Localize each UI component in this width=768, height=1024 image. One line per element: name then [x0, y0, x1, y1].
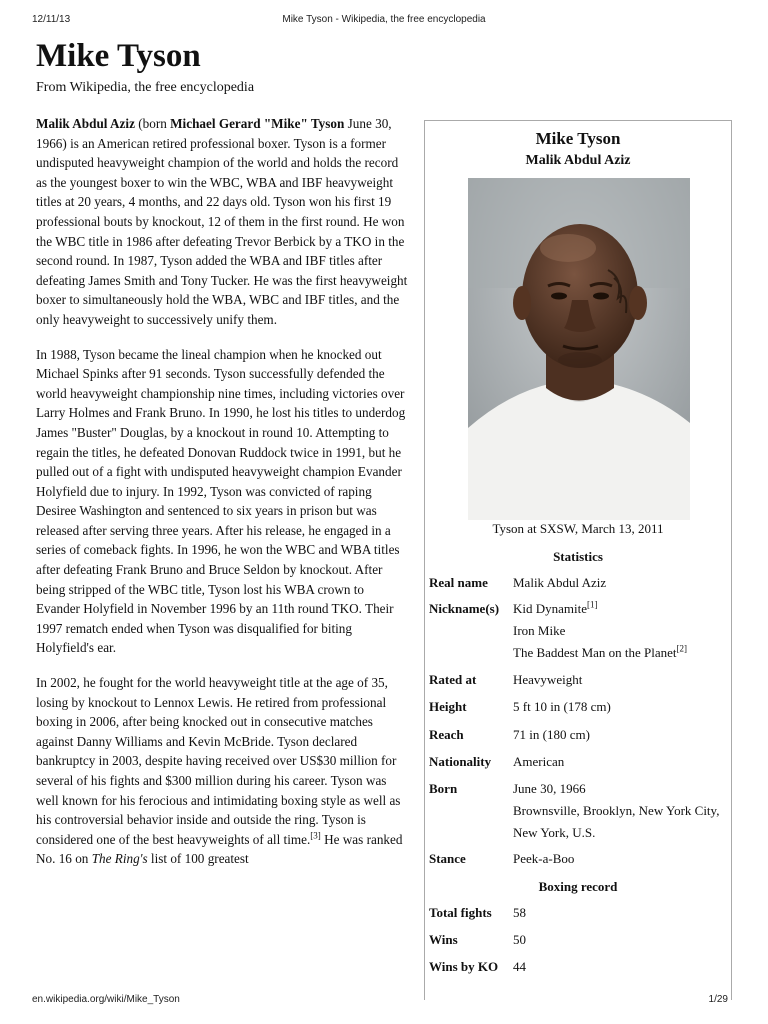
label: Real name [429, 575, 488, 590]
print-page-number: 1/29 [708, 994, 728, 1005]
print-title: Mike Tyson - Wikipedia, the free encyclopedia [282, 14, 486, 25]
portrait-image [468, 178, 690, 520]
value: 58 [513, 905, 526, 920]
label: Born [429, 781, 458, 796]
nickname-2: Iron Mike [513, 623, 566, 638]
label: Wins by KO [429, 959, 499, 974]
row-born [429, 778, 729, 844]
page-title: Mike Tyson [36, 38, 201, 74]
text: (born [134, 116, 171, 131]
value[interactable]: Peek-a-Boo [513, 851, 575, 866]
value: 44 [513, 959, 526, 974]
value: 50 [513, 932, 526, 947]
label: Height [429, 699, 467, 714]
value[interactable]: Heavyweight [513, 672, 583, 687]
reference-link[interactable]: [2] [676, 643, 688, 654]
paragraph-1 [36, 114, 408, 330]
born-place[interactable]: Brownsville, Brooklyn, New York City, New York, U.S. [513, 803, 720, 840]
paragraph-3 [36, 673, 408, 869]
section-boxing-record: Boxing record [538, 879, 618, 894]
infobox-title: Mike Tyson [535, 129, 621, 148]
value: 5 ft 10 in (178 cm) [513, 699, 611, 714]
text: In 2002, he fought for the world heavyweight title at the age of 35, losing by knockout to Lennox Lewis. He retired from professional boxing in 2006, after being knocked out in consecutive matches against Danny Williams and Kevin McBride. Tyson declared bankruptcy in 2003, despite having received over US$30 million for several of his fights and $300 million during his career. Tyson was well known for his ferocious and intimidating boxing style as well as his controversial behavior inside and outside the ring. Tyson is considered one of the best heavyweights of all time. [36, 675, 401, 847]
paragraph-2: In 1988, Tyson became the lineal champion when he knocked out Michael Spinks after 91 seconds. Tyson successfully defended the world heavyweight championship nine times, including victories over Larry Holmes and Frank Bruno. In 1990, he lost his titles to underdog James "Buster" Douglas, by a knockout in round 10. Attempting to regain the titles, he defeated Donovan Ruddock twice in 1991, but he pulled out of a fight with undisputed heavyweight champion Evander Holyfield due to injury. In 1992, Tyson was convicted of raping Desiree Washington and sentenced to six years in prison but was released after serving three years. After his release, he engaged in a series of comeback fights. In 1996, he won the WBC and WBA titles after defeating Frank Bruno and Bruce Seldon by knockout. After being stripped of the WBC title, Tyson lost his WBA crown to Evander Holyfield in November 1996 by an 11th round TKO. Their 1997 rematch ended when Tyson was disqualified for biting Holyfield's ear. [36, 346, 406, 656]
reference-link[interactable]: [3] [310, 830, 321, 841]
text: He was ranked No. 16 on [36, 831, 403, 867]
text: list of 100 greatest [147, 851, 249, 867]
value: Malik Abdul Aziz [513, 575, 607, 590]
infobox [424, 120, 732, 1000]
value: 71 in (180 cm) [513, 727, 590, 742]
print-date: 12/11/13 [32, 14, 71, 25]
value [513, 598, 727, 664]
label: Wins [429, 932, 458, 947]
label: Nickname(s) [429, 601, 500, 616]
portrait-photo[interactable] [468, 178, 690, 520]
reference-link[interactable]: [1] [587, 599, 598, 610]
value [513, 778, 727, 844]
born-date: June 30, 1966 [513, 781, 586, 796]
bold-name-1: Malik Abdul Aziz [36, 116, 135, 131]
label: Total fights [429, 905, 492, 920]
value[interactable]: American [513, 754, 565, 769]
text: June 30, 1966) is an American retired professional boxer. Tyson is a former undisputed heavyweight champion of the world and holds the record as the youngest boxer to win the WBC, WBA and IBF heavyweight titles at 20 years, 4 months, and 22 days old. Tyson won his first 19 professional bouts by knockout, 12 of them in the first round. He won the WBC title in 1986 after defeating Trevor Berbick by a TKO in the second round. In 1987, Tyson added the WBA and IBF titles after defeating James Smith and Tony Tucker. He was the first heavyweight boxer to simultaneously hold the WBA, WBC and IBF titles, and the only heavyweight to successively unify them. [36, 116, 408, 327]
italic-title: The Ring's [91, 851, 148, 867]
print-url: en.wikipedia.org/wiki/Mike_Tyson [32, 994, 180, 1005]
row-nicknames [429, 598, 729, 664]
page-subtitle: From Wikipedia, the free encyclopedia [36, 80, 255, 95]
article-body [36, 114, 408, 884]
infobox-subtitle: Malik Abdul Aziz [525, 153, 631, 168]
nickname-1[interactable]: Kid Dynamite [513, 601, 588, 616]
section-statistics: Statistics [553, 549, 603, 564]
bold-name-2: Michael Gerard "Mike" Tyson [170, 116, 345, 131]
label: Rated at [429, 672, 477, 687]
label: Stance [429, 851, 466, 866]
label: Nationality [429, 754, 492, 769]
photo-caption: Tyson at SXSW, March 13, 2011 [492, 521, 664, 536]
label: Reach [429, 727, 464, 742]
nickname-3: The Baddest Man on the Planet [513, 645, 677, 660]
